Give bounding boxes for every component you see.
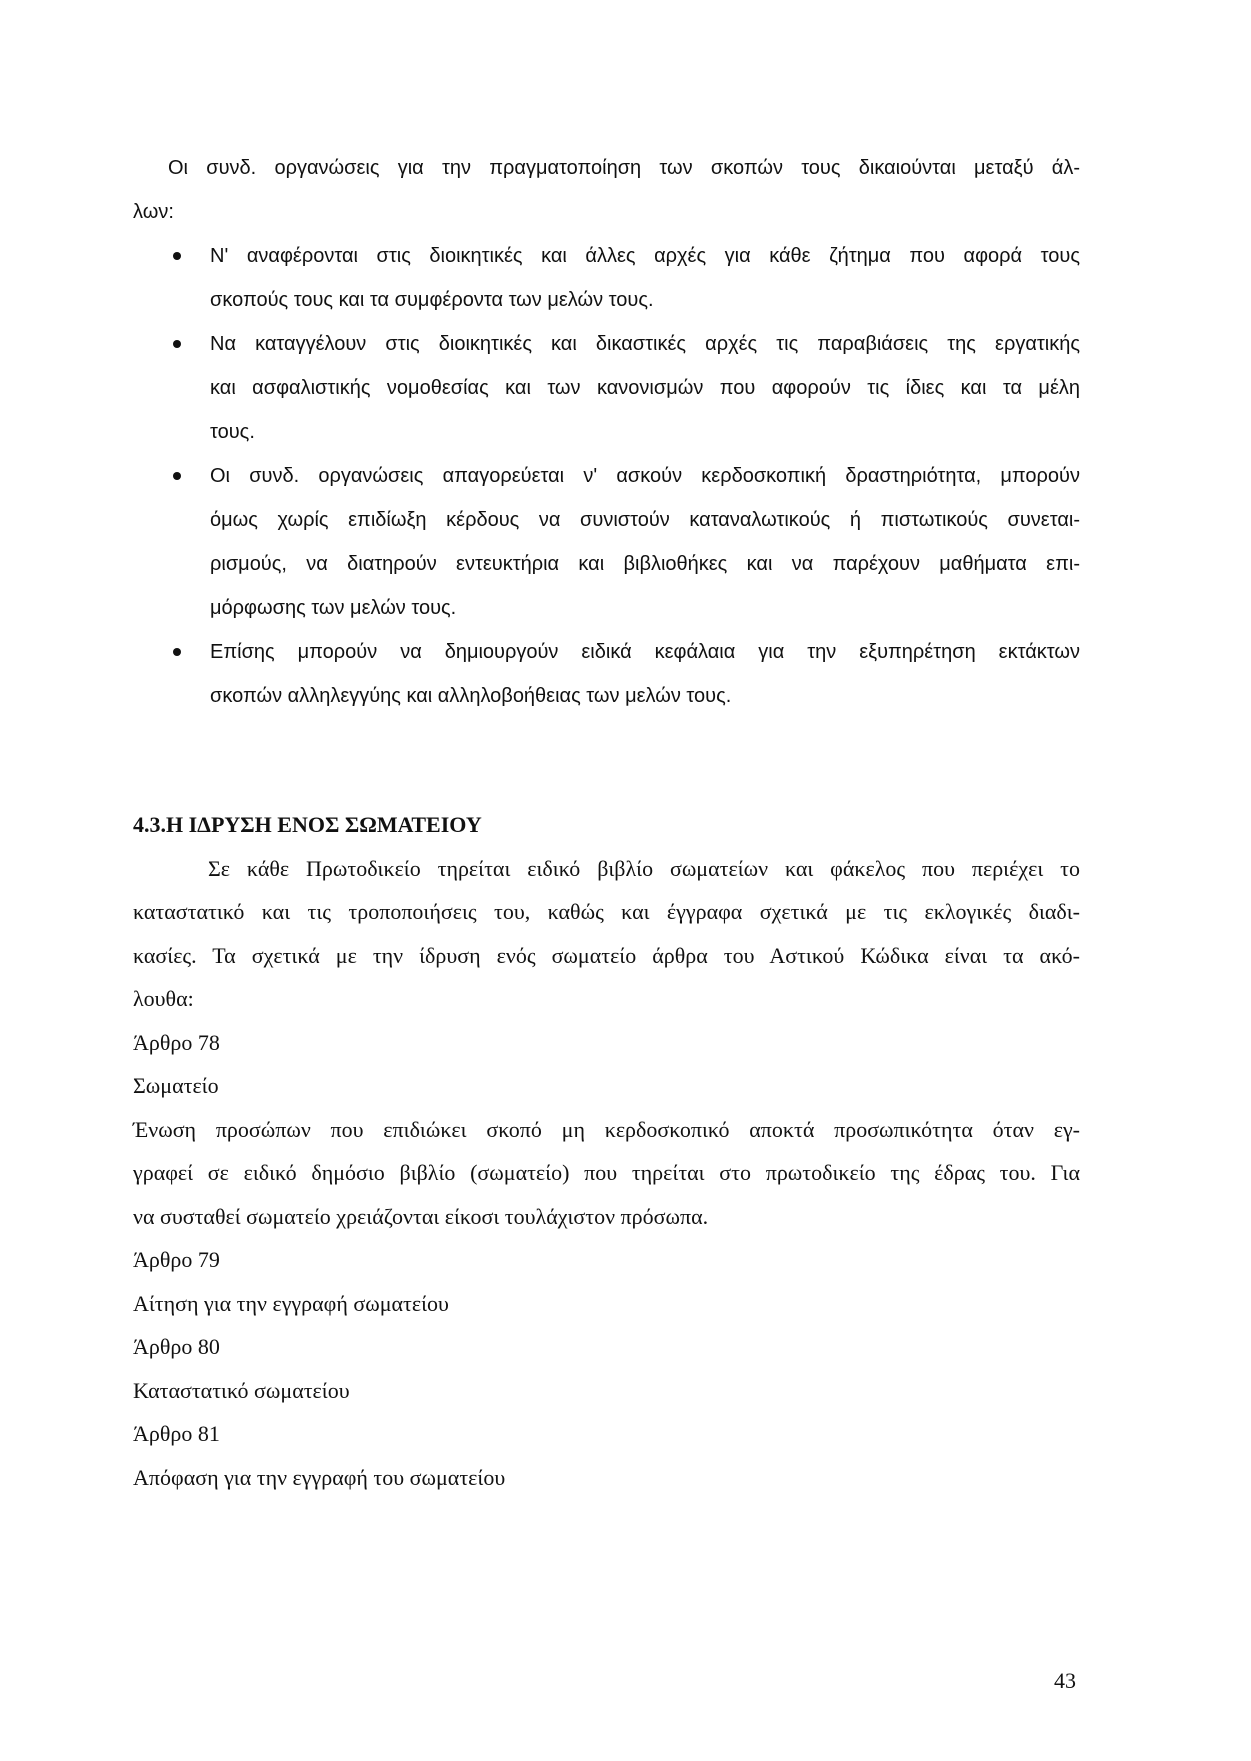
list-item-line: Να καταγγέλουν στις διοικητικές και δικαστικές αρχές τις παραβιάσεις της εργατικής xyxy=(210,333,1080,355)
article-title: Αίτηση για την εγγραφή σωματείου xyxy=(133,1290,449,1316)
list-item-line: Οι συνδ. οργανώσεις απαγορεύεται ν' ασκούν κερδοσκοπική δραστηριότητα, μπορούν xyxy=(210,465,1080,487)
list-item xyxy=(133,630,1080,718)
article-78 xyxy=(133,1021,1080,1239)
article-title: Καταστατικό σωματείου xyxy=(133,1377,350,1403)
list-item-line: ρισμούς, να διατηρούν εντευκτήρια και βιβλιοθήκες και να παρέχουν μαθήματα επι- xyxy=(210,553,1080,575)
list-item-line: όμως χωρίς επιδίωξη κέρδους να συνιστούν καταναλωτικούς ή πιστωτικούς συνεται- xyxy=(210,509,1080,531)
paragraph-line: κασίες. Τα σχετικά με την ίδρυση ενός σωματείο άρθρα του Αστικού Κώδικα είναι τα ακό- xyxy=(133,942,1080,968)
list-item-line: σκοπούς τους και τα συμφέροντα των μελών τους. xyxy=(210,289,654,311)
list-item xyxy=(133,234,1080,322)
article-body-line: Ένωση προσώπων που επιδιώκει σκοπό μη κερδοσκοπικό αποκτά προσωπικότητα όταν εγ- xyxy=(133,1116,1080,1142)
paragraph-line: Σε κάθε Πρωτοδικείο τηρείται ειδικό βιβλίο σωματείων και φάκελος που περιέχει το xyxy=(208,855,1080,881)
article-81 xyxy=(133,1412,1080,1499)
page-number: 43 xyxy=(1054,1668,1076,1693)
article-body-line: να συσταθεί σωματείο χρειάζονται είκοσι τουλάχιστον πρόσωπα. xyxy=(133,1203,709,1229)
article-number: Άρθρο 80 xyxy=(133,1334,220,1359)
intro-line: λων: xyxy=(133,201,174,223)
bullet-icon xyxy=(173,340,181,348)
article-body-line: γραφεί σε ειδικό δημόσιο βιβλίο (σωματείο) που τηρείται στο πρωτοδικείο της έδρας του. Για xyxy=(133,1160,1080,1185)
intro-paragraph xyxy=(133,146,1080,234)
article-number: Άρθρο 78 xyxy=(133,1029,220,1055)
list-item-line: σκοπών αλληλεγγύης και αλληλοβοήθειας των μελών τους. xyxy=(210,685,732,707)
bullet-icon xyxy=(173,472,181,480)
list-item-line: Επίσης μπορούν να δημιουργούν ειδικά κεφάλαια για την εξυπηρέτηση εκτάκτων xyxy=(210,641,1080,663)
article-number: Άρθρο 81 xyxy=(133,1421,220,1446)
article-title: Απόφαση για την εγγραφή του σωματείου xyxy=(133,1464,506,1490)
list-item-line: μόρφωσης των μελών τους. xyxy=(210,597,457,619)
list-item-line: και ασφαλιστικής νομοθεσίας και των κανονισμών που αφορούν τις ίδιες και τα μέλη xyxy=(210,377,1080,399)
paragraph-line: καταστατικό και τις τροποποιήσεις του, καθώς και έγγραφα σχετικά με τις εκλογικές διαδι- xyxy=(133,899,1080,924)
article-title: Σωματείο xyxy=(133,1073,219,1098)
list-item xyxy=(133,454,1080,630)
rights-list xyxy=(133,234,1080,718)
union-rights-section xyxy=(133,146,1080,718)
article-79 xyxy=(133,1238,1080,1325)
bullet-icon xyxy=(173,252,181,260)
bullet-icon xyxy=(173,648,181,656)
intro-line: Οι συνδ. οργανώσεις για την πραγματοποίηση των σκοπών τους δικαιούνται μεταξύ άλ- xyxy=(168,157,1080,179)
paragraph-line: λουθα: xyxy=(133,986,194,1011)
article-80 xyxy=(133,1325,1080,1412)
page-content xyxy=(133,146,1080,1499)
article-number: Άρθρο 79 xyxy=(133,1247,220,1272)
union-founding-section xyxy=(133,803,1080,1499)
section-intro-paragraph xyxy=(133,847,1080,1021)
list-item xyxy=(133,322,1080,454)
section-heading: 4.3.Η ΙΔΡΥΣΗ ΕΝΟΣ ΣΩΜΑΤΕΙΟΥ xyxy=(133,812,482,837)
list-item-line: τους. xyxy=(210,421,255,443)
list-item-line: Ν' αναφέρονται στις διοικητικές και άλλες αρχές για κάθε ζήτημα που αφορά τους xyxy=(210,245,1080,267)
